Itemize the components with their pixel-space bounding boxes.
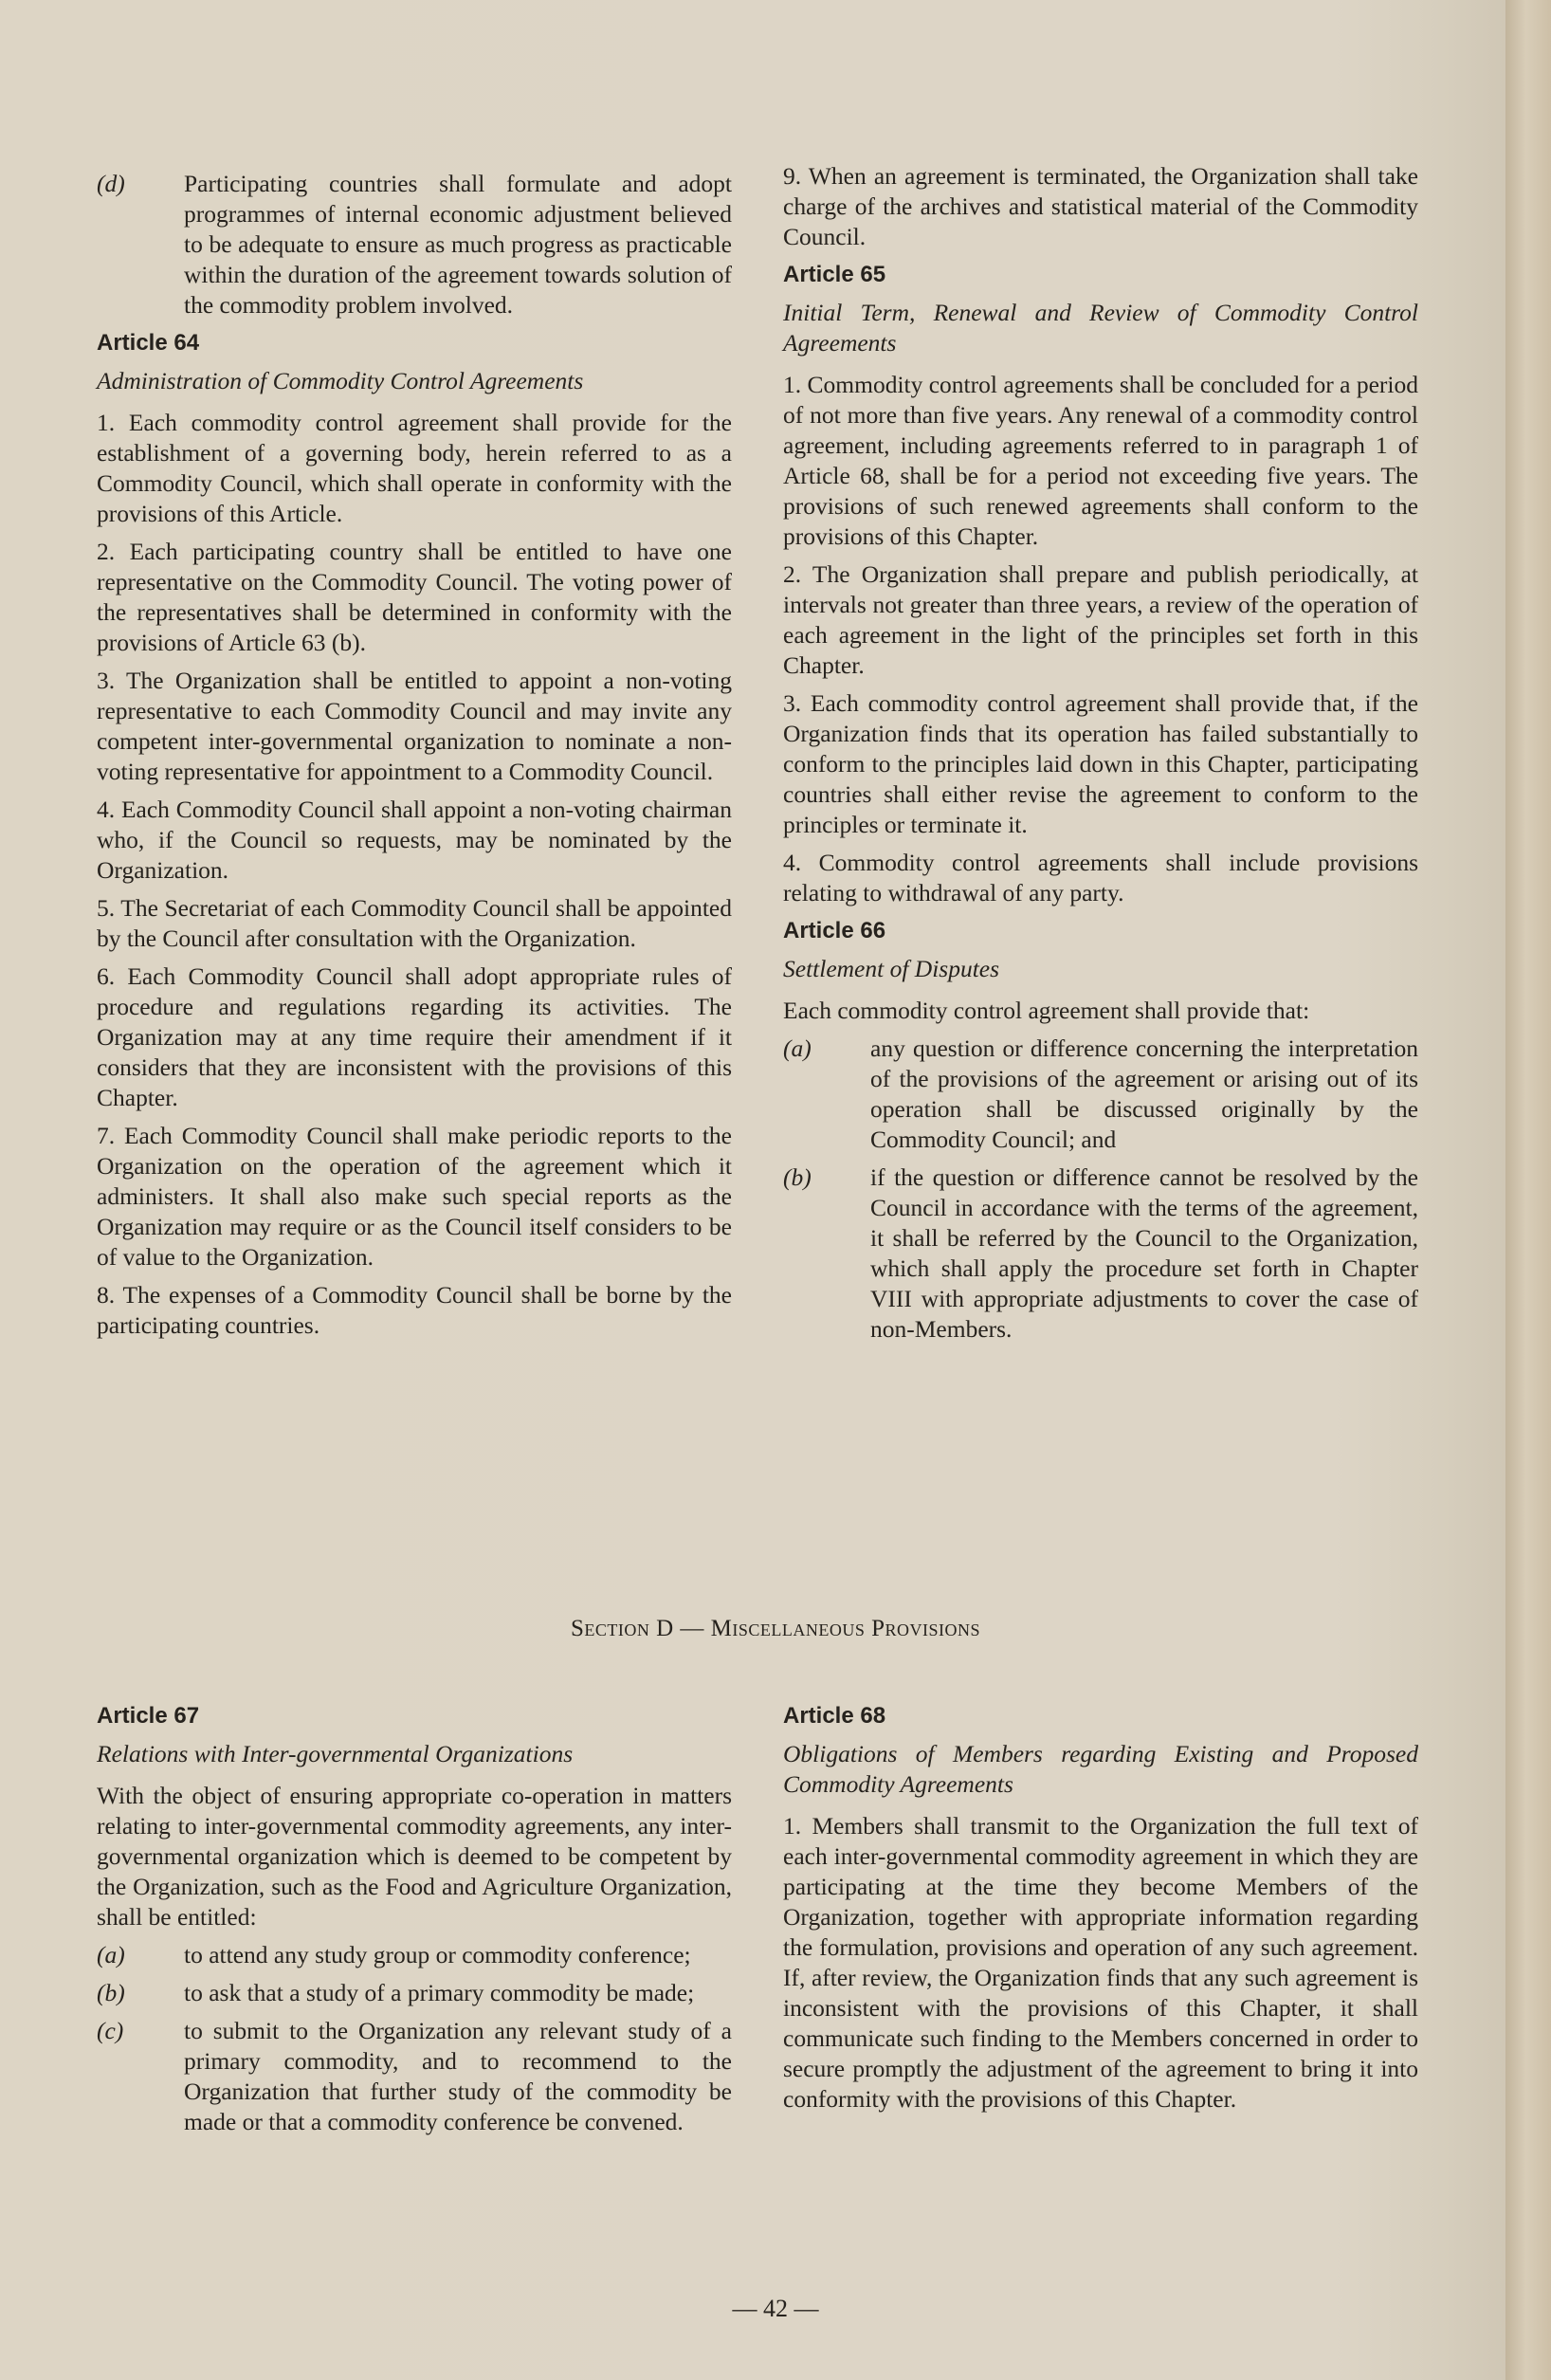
article-64-subheading: Administration of Commodity Control Agreements (97, 367, 584, 394)
item-d (97, 169, 732, 320)
article-64-para-3: 3. The Organization shall be entitled to appoint a non-voting representative to each Commodity Council and may invite any competent inter-governmental organization to nominate a non-voting representative for appointment to a Commodity Council. (97, 667, 732, 785)
article-66-intro: Each commodity control agreement shall provide that: (783, 997, 1310, 1024)
article-64-para-1: 1. Each commodity control agreement shall provide for the establishment of a governing body, herein referred to as a Commodity Council, which shall operate in conformity with the provisions of this Article. (97, 409, 732, 527)
right-column-top (783, 161, 1418, 1352)
item-text: if the question or difference cannot be resolved by the Council in accordance with the terms of the agreement, it shall be referred by the Council to the Organization, which shall apply the procedure set forth in Chapter VIII with appropriate adjustments to cover the case of non-Members. (870, 1163, 1418, 1343)
article-68-para-1: 1. Members shall transmit to the Organization the full text of each inter-governmental commodity agreement in which they are participating at the time they become Members of the Organization, together with appropriate information regarding the formulation, provisions and operation of any such agreement. If, after review, the Organization finds that any such agreement is inconsistent with the provisions of this Chapter, it shall communicate such finding to the Members concerned in order to secure promptly the adjustment of the agreement to bring it into conformity with the provisions of this Chapter. (783, 1812, 1418, 2113)
article-67-item-a (97, 1940, 732, 1970)
article-64-para-2: 2. Each participating country shall be entitled to have one representative on the Commodity Council. The voting power of the representatives shall be determined in conformity with the provisions of Article 63 (b). (97, 538, 732, 656)
article-64-para-4: 4. Each Commodity Council shall appoint a non-voting chairman who, if the Council so requests, may be nominated by the Organization. (97, 796, 732, 884)
article-67-subheading: Relations with Inter-governmental Organizations (97, 1740, 574, 1767)
article-65-subheading: Initial Term, Renewal and Review of Commodity Control Agreements (783, 299, 1418, 357)
item-marker: (c) (97, 2017, 124, 2044)
item-marker: (d) (97, 170, 125, 197)
article-66-subheading: Settlement of Disputes (783, 955, 1000, 982)
article-67-heading: Article 67 (97, 1703, 200, 1729)
article-66-item-b (783, 1163, 1418, 1345)
article-64-para-5: 5. The Secretariat of each Commodity Council shall be appointed by the Council after consultation with the Organization. (97, 894, 732, 952)
article-64-para-7: 7. Each Commodity Council shall make periodic reports to the Organization on the operation of the agreement which it administers. It shall also make such special reports as the Organization may require or as the Council itself considers to be of value to the Organization. (97, 1122, 732, 1271)
item-marker: (b) (783, 1163, 812, 1191)
article-65-para-1: 1. Commodity control agreements shall be concluded for a period of not more than five years. Any renewal of a commodity control agreement, including agreements referred to in paragraph 1 of Article 68, shall be for a period not exceeding five years. The provisions of such renewed agreements shall conform to the provisions of this Chapter. (783, 371, 1418, 550)
article-65-heading: Article 65 (783, 262, 886, 287)
right-column-bottom (783, 1693, 1418, 2122)
item-marker: (a) (783, 1034, 812, 1062)
article-64-heading: Article 64 (97, 330, 200, 356)
article-65-para-3: 3. Each commodity control agreement shall provide that, if the Organization finds that its operation has failed substantially to conform to the principles laid down in this Chapter, participating countries shall either revise the agreement to conform to the principles or terminate it. (783, 689, 1418, 838)
article-64-para-6: 6. Each Commodity Council shall adopt appropriate rules of procedure and regulations regarding its activities. The Organization may at any time require their amendment if it considers that they are inconsistent with the provisions of this Chapter. (97, 962, 732, 1111)
article-68-heading: Article 68 (783, 1703, 886, 1729)
para-9: 9. When an agreement is terminated, the Organization shall take charge of the archives and statistical material of the Commodity Council. (783, 162, 1418, 250)
left-column-top (97, 169, 732, 1348)
section-title: Section D — Miscellaneous Provisions (570, 1616, 981, 1641)
left-column-bottom (97, 1693, 732, 2145)
article-67-intro: With the object of ensuring appropriate co-operation in matters relating to inter-governmental commodity agreements, any inter-governmental organization which is deemed to be competent by the Organization, such as the Food and Agriculture Organization, shall be entitled: (97, 1782, 732, 1931)
item-text: Participating countries shall formulate and adopt programmes of internal economic adjustment believed to be adequate to ensure as much progress as practicable within the duration of the agreement towards solution of the commodity problem involved. (184, 170, 732, 319)
article-68-subheading: Obligations of Members regarding Existing and Proposed Commodity Agreements (783, 1740, 1418, 1798)
book-gutter-edge (1505, 0, 1551, 2380)
article-66-item-a (783, 1034, 1418, 1155)
item-marker: (b) (97, 1979, 125, 2006)
item-text: to attend any study group or commodity conference; (184, 1941, 691, 1968)
article-66-heading: Article 66 (783, 918, 886, 943)
item-text: to ask that a study of a primary commodity be made; (184, 1979, 695, 2006)
item-marker: (a) (97, 1941, 125, 1968)
article-65-para-2: 2. The Organization shall prepare and publish periodically, at intervals not greater than three years, a review of the operation of each agreement in the light of the principles set forth in this Chapter. (783, 560, 1418, 679)
article-64-para-8: 8. The expenses of a Commodity Council shall be borne by the participating countries. (97, 1281, 732, 1339)
article-65-para-4: 4. Commodity control agreements shall include provisions relating to withdrawal of any party. (783, 849, 1418, 906)
item-text: any question or difference concerning the interpretation of the provisions of the agreement or arising out of its operation shall be discussed originally by the Commodity Council; and (870, 1034, 1418, 1153)
page-number: — 42 — (732, 2295, 819, 2322)
article-67-item-b (97, 1978, 732, 2008)
article-67-item-c (97, 2016, 732, 2137)
item-text: to submit to the Organization any relevant study of a primary commodity, and to recommend to the Organization that further study of the commodity be made or that a commodity conference be convened. (184, 2017, 732, 2135)
